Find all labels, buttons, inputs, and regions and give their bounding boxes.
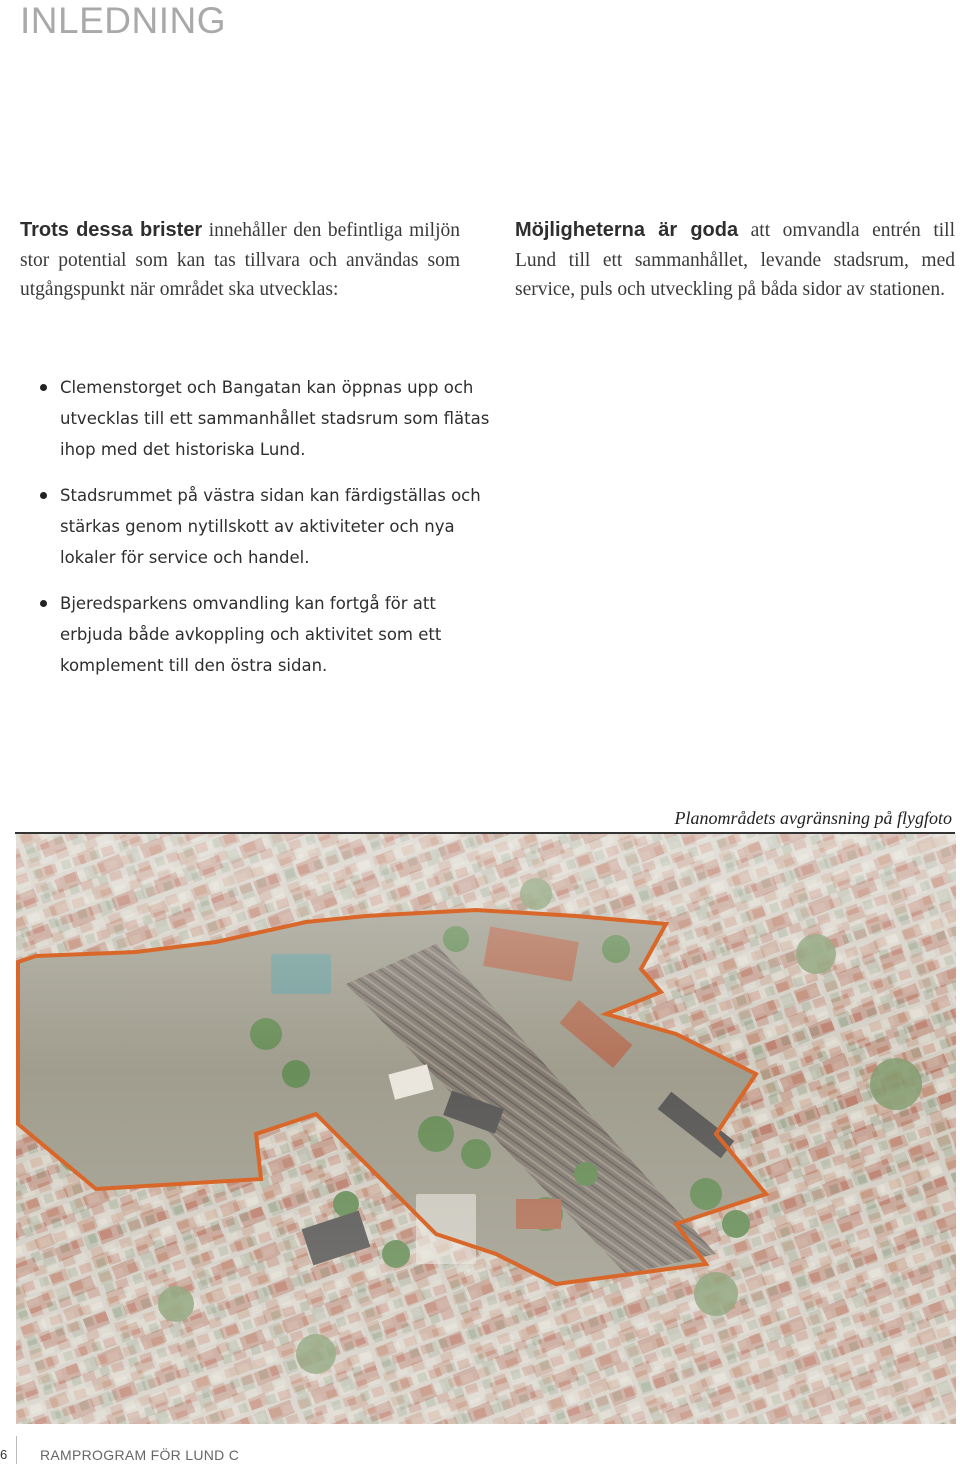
footer-document-title: RAMPROGRAM FÖR LUND C xyxy=(40,1447,240,1463)
bullet-icon xyxy=(40,492,47,499)
bullet-text: Stadsrummet på västra sidan kan färdigställas och stärkas genom nytillskott av aktiviteter och nya lokaler för service och handel. xyxy=(60,486,481,567)
paragraph-body: innehåller den befintliga miljön stor potential som kan tas tillvara och användas som utgångspunkt när området ska utvecklas: xyxy=(20,220,461,300)
bullet-list xyxy=(20,372,500,696)
paragraph-lead: Trots dessa brister xyxy=(20,219,203,241)
bullet-item xyxy=(20,480,500,573)
section-heading: INLEDNING xyxy=(20,0,226,41)
intro-paragraph-left xyxy=(20,216,460,305)
aerial-photo xyxy=(16,834,956,1424)
bullet-icon xyxy=(40,384,47,391)
bullet-item xyxy=(20,588,500,681)
intro-paragraph-right xyxy=(515,216,955,305)
bullet-text: Bjeredsparkens omvandling kan fortgå för att erbjuda både avkoppling och aktivitet som ett komplement till den östra sidan. xyxy=(60,594,442,675)
bullet-item xyxy=(20,372,500,465)
bullet-icon xyxy=(40,600,47,607)
paragraph-lead: Möjligheterna är goda xyxy=(515,219,739,241)
page-number: 6 xyxy=(0,1447,8,1462)
bullet-text: Clemenstorget och Bangatan kan öppnas upp och utvecklas till ett sammanhållet stadsrum som flätas ihop med det historiska Lund. xyxy=(60,378,490,459)
paragraph-body: att omvandla entrén till Lund till ett sammanhållet, levande stadsrum, med service, puls och utveckling på båda sidor av stationen. xyxy=(515,220,955,300)
footer-divider xyxy=(16,1436,17,1464)
aerial-photo-illustration xyxy=(16,834,956,1424)
photo-caption: Planområdets avgränsning på flygfoto xyxy=(674,808,952,828)
